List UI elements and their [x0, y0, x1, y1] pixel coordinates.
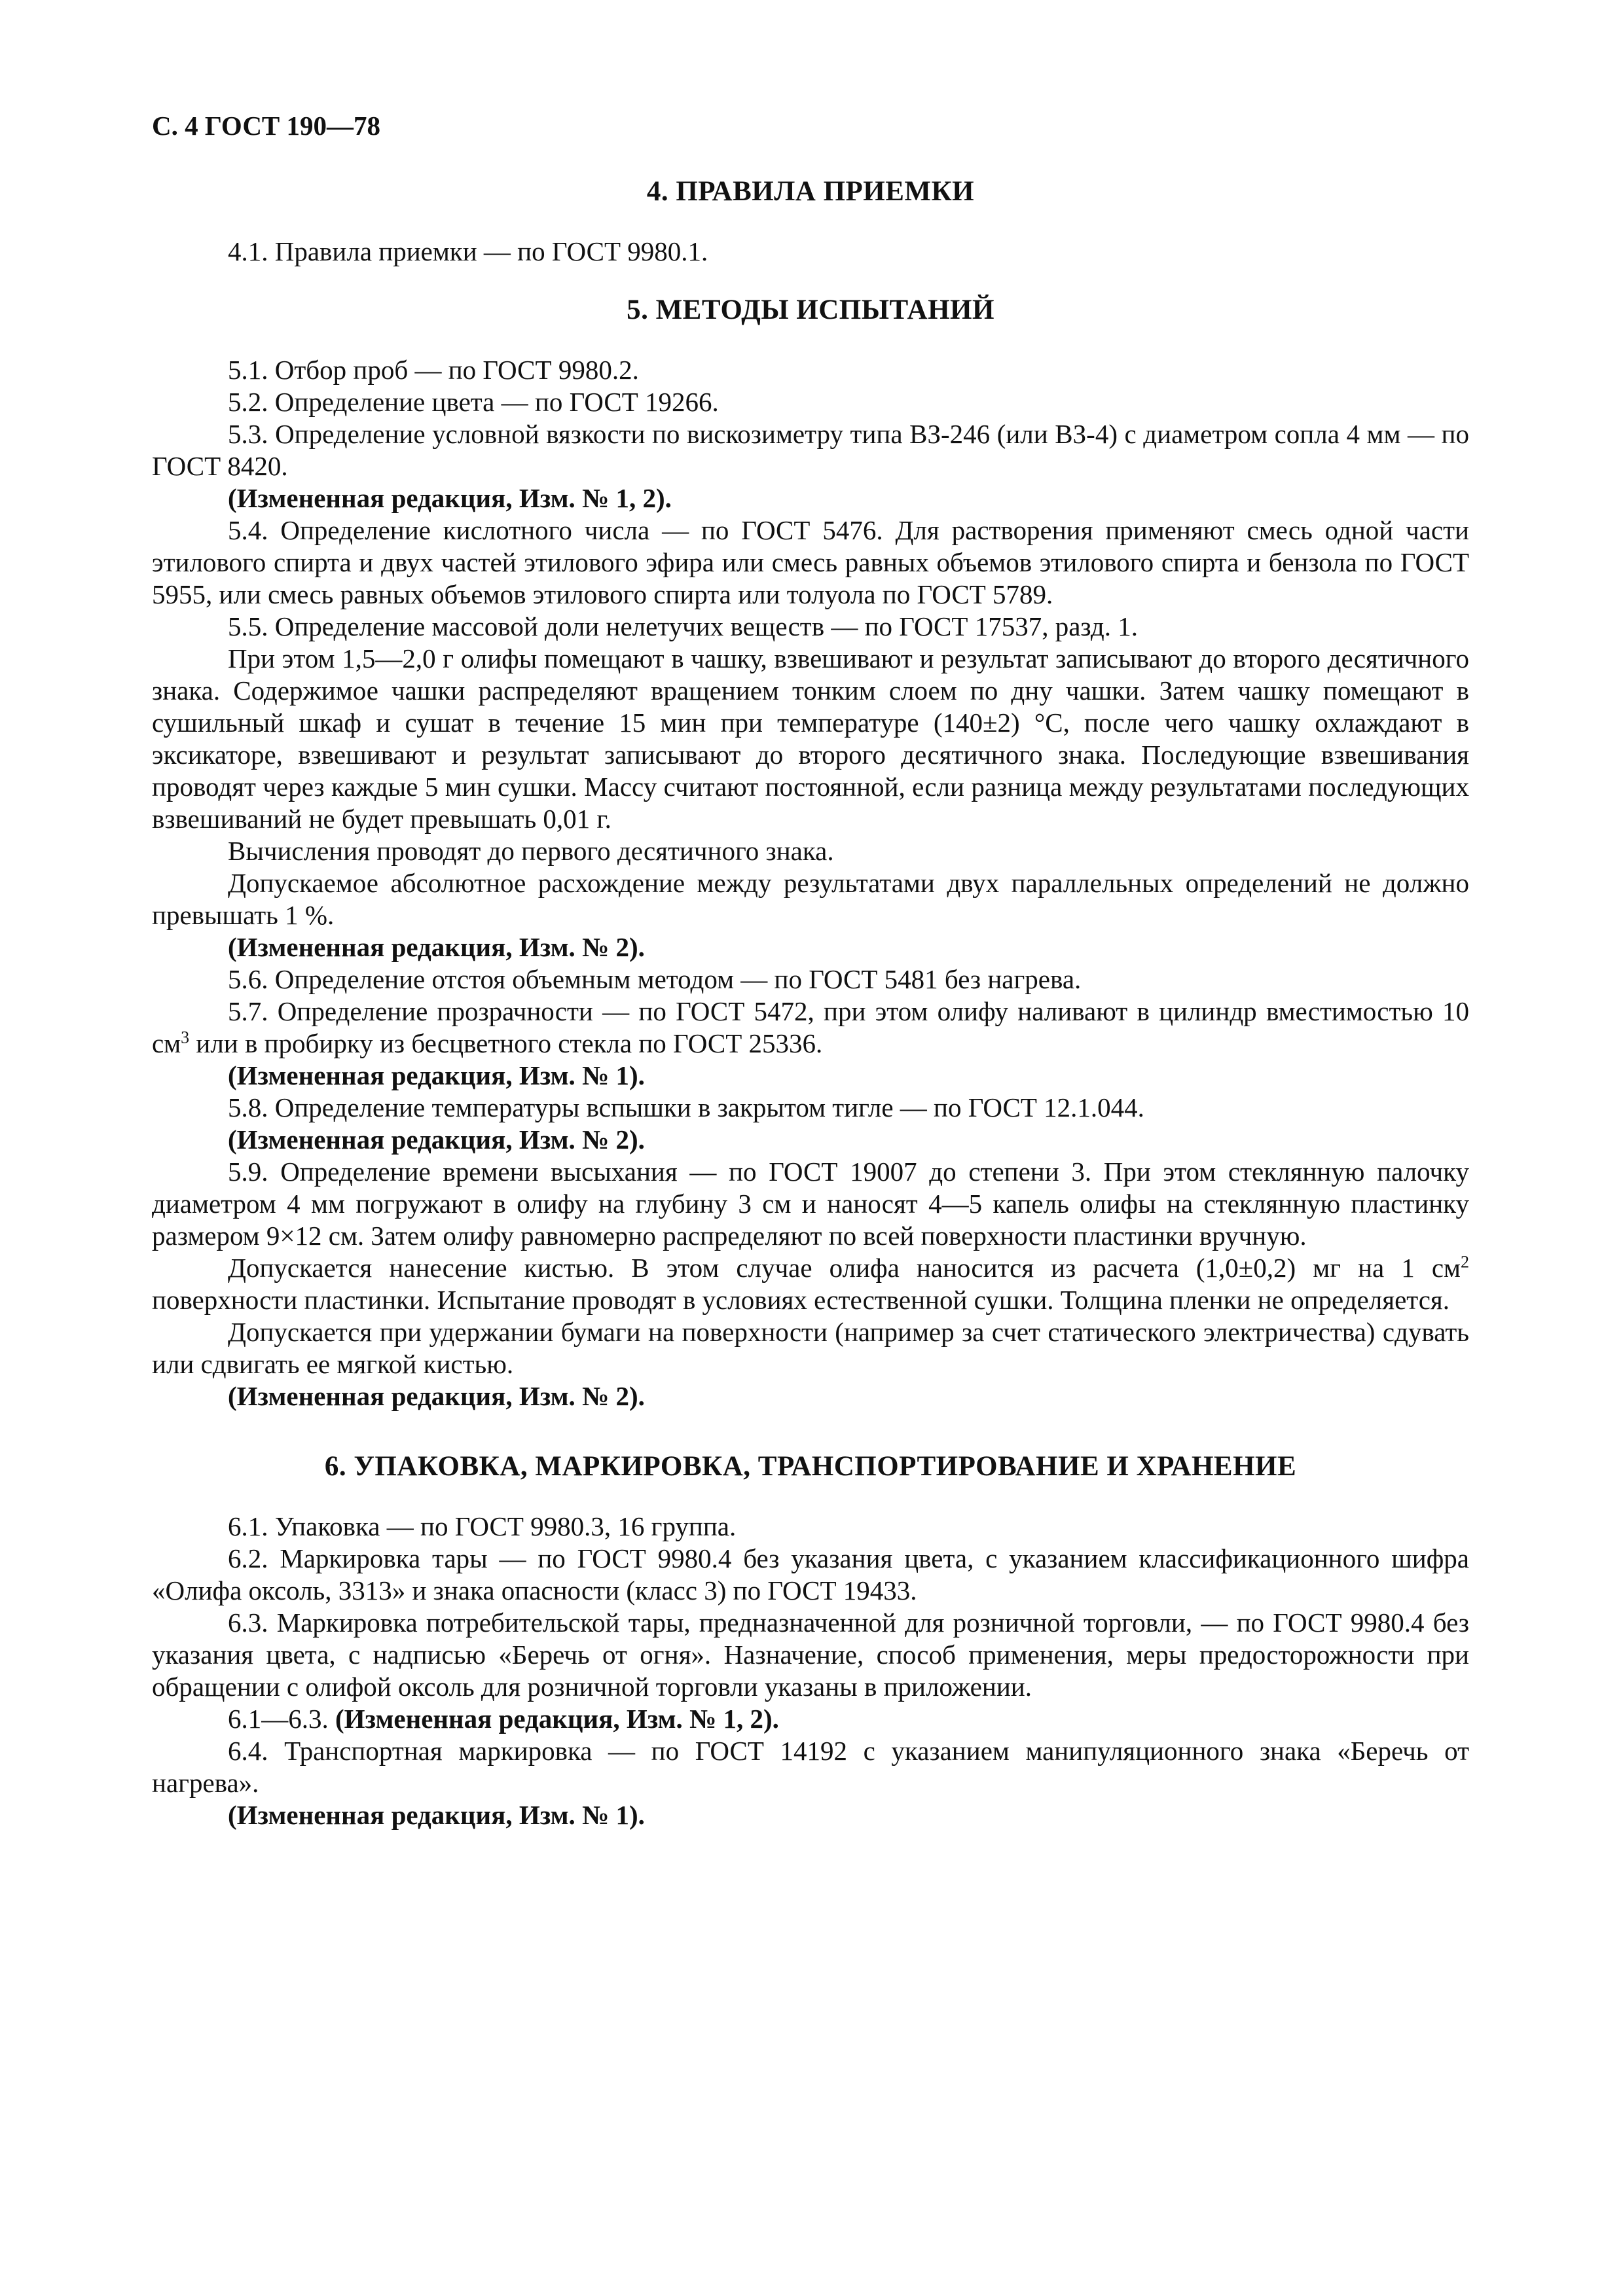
clause-5-7-text-b: или в пробирку из бесцветного стекла по ГОСТ 25336.	[189, 1028, 823, 1058]
clause-5-6: 5.6. Определение отстоя объемным методом — по ГОСТ 5481 без нагрева.	[228, 964, 1082, 994]
amendment-note: (Измененная редакция, Изм. № 2).	[228, 1124, 645, 1155]
amendment-note: (Измененная редакция, Изм. № 2).	[228, 932, 645, 962]
clause-6-3: 6.3. Маркировка потребительской тары, предназначенной для розничной торговли, — по ГОСТ 9980.4 без указания цвета, с надписью «Беречь от огня». Назначение, способ применения, меры предосторожности при обращении с олифой оксоль для розничной торговли указаны в приложении.	[152, 1607, 1469, 1702]
clause-5-7	[152, 996, 1469, 1060]
amendment-note: (Измененная редакция, Изм. № 1).	[228, 1800, 645, 1830]
section-4	[152, 175, 1469, 268]
clause-5-7-superscript: 3	[181, 1028, 190, 1047]
clause-5-9-brush-text-b: поверхности пластинки. Испытание проводят в условиях естественной сушки. Толщина пленки не определяется.	[152, 1285, 1450, 1315]
clause-5-8: 5.8. Определение температуры вспышки в закрытом тигле — по ГОСТ 12.1.044.	[228, 1092, 1144, 1122]
section-4-title: 4. ПРАВИЛА ПРИЕМКИ	[646, 176, 975, 207]
clause-4-1: 4.1. Правила приемки — по ГОСТ 9980.1.	[228, 236, 708, 266]
amendment-note: (Измененная редакция, Изм. № 1, 2).	[335, 1704, 779, 1734]
clause-5-5-calculation: Вычисления проводят до первого десятичного знака.	[228, 836, 834, 866]
clause-5-1: 5.1. Отбор проб — по ГОСТ 9980.2.	[228, 355, 639, 385]
amendment-note: (Измененная редакция, Изм. № 2).	[228, 1381, 645, 1411]
clause-5-5-procedure: При этом 1,5—2,0 г олифы помещают в чашку, взвешивают и результат записывают до второго десятичного знака. Содержимое чашки распределяют вращением тонким слоем по дну чашки. Затем чашку помещают в сушильный шкаф и сушат в течение 15 мин при температуре (140±2) °С, после чего чашку охлаждают в эксикаторе, взвешивают и результат записывают до второго десятичного знака. Последующие взвешивания проводят через каждые 5 мин сушки. Массу считают постоянной, если разница между результатами последующих взвешиваний не будет превышать 0,01 г.	[152, 643, 1469, 834]
document-page	[152, 110, 1469, 1831]
clause-5-5: 5.5. Определение массовой доли нелетучих веществ — по ГОСТ 17537, разд. 1.	[228, 611, 1138, 641]
clause-5-9-brush-text-a: Допускается нанесение кистью. В этом случае олифа наносится из расчета (1,0±0,2) мг на 1 см	[228, 1253, 1461, 1283]
clause-5-3: 5.3. Определение условной вязкости по вискозиметру типа ВЗ-246 (или ВЗ-4) с диаметром сопла 4 мм — по ГОСТ 8420.	[152, 419, 1469, 481]
amendment-note: (Измененная редакция, Изм. № 1, 2).	[228, 483, 672, 513]
clause-6-1: 6.1. Упаковка — по ГОСТ 9980.3, 16 группа.	[228, 1511, 737, 1541]
clause-5-9: 5.9. Определение времени высыхания — по ГОСТ 19007 до степени 3. При этом стеклянную палочку диаметром 4 мм погружают в олифу на глубину 3 см и наносят 4—5 капель олифы на стеклянную пластинку размером 9×12 см. Затем олифу равномерно распределяют по всей поверхности пластинки вручную.	[152, 1157, 1469, 1251]
clause-5-9-brush	[152, 1252, 1469, 1316]
clause-5-7-text-a: 5.7. Определение прозрачности — по ГОСТ 5472, при этом олифу наливают в цилиндр вместимостью 10 см	[152, 996, 1469, 1058]
clause-6-2: 6.2. Маркировка тары — по ГОСТ 9980.4 без указания цвета, с указанием классификационного шифра «Олифа оксоль, 3313» и знака опасности (класс 3) по ГОСТ 19433.	[152, 1543, 1469, 1605]
clause-5-4: 5.4. Определение кислотного числа — по ГОСТ 5476. Для растворения применяют смесь одной части этилового спирта и двух частей этилового эфира или смесь равных объемов этилового спирта и бензола по ГОСТ 5955, или смесь равных объемов этилового спирта или толуола по ГОСТ 5789.	[152, 515, 1469, 609]
clause-6-4: 6.4. Транспортная маркировка — по ГОСТ 14192 с указанием манипуляционного знака «Беречь от нагрева».	[152, 1736, 1469, 1798]
amendment-prefix: 6.1—6.3.	[228, 1704, 335, 1734]
section-5-title: 5. МЕТОДЫ ИСПЫТАНИЙ	[627, 295, 994, 325]
clause-5-9-brush-superscript: 2	[1461, 1252, 1469, 1272]
section-6	[152, 1450, 1469, 1831]
page-header: С. 4 ГОСТ 190—78	[152, 111, 381, 141]
clause-6-1-6-3-amendment	[152, 1703, 1469, 1735]
section-6-title: 6. УПАКОВКА, МАРКИРОВКА, ТРАНСПОРТИРОВАНИЕ И ХРАНЕНИЕ	[324, 1451, 1297, 1482]
clause-5-2: 5.2. Определение цвета — по ГОСТ 19266.	[228, 387, 719, 417]
section-5	[152, 294, 1469, 1412]
clause-5-5-tolerance: Допускаемое абсолютное расхождение между результатами двух параллельных определений не должно превышать 1 %.	[152, 868, 1469, 930]
clause-5-9-paper: Допускается при удержании бумаги на поверхности (например за счет статического электричества) сдувать или сдвигать ее мягкой кистью.	[152, 1317, 1469, 1379]
amendment-note: (Измененная редакция, Изм. № 1).	[228, 1060, 645, 1090]
